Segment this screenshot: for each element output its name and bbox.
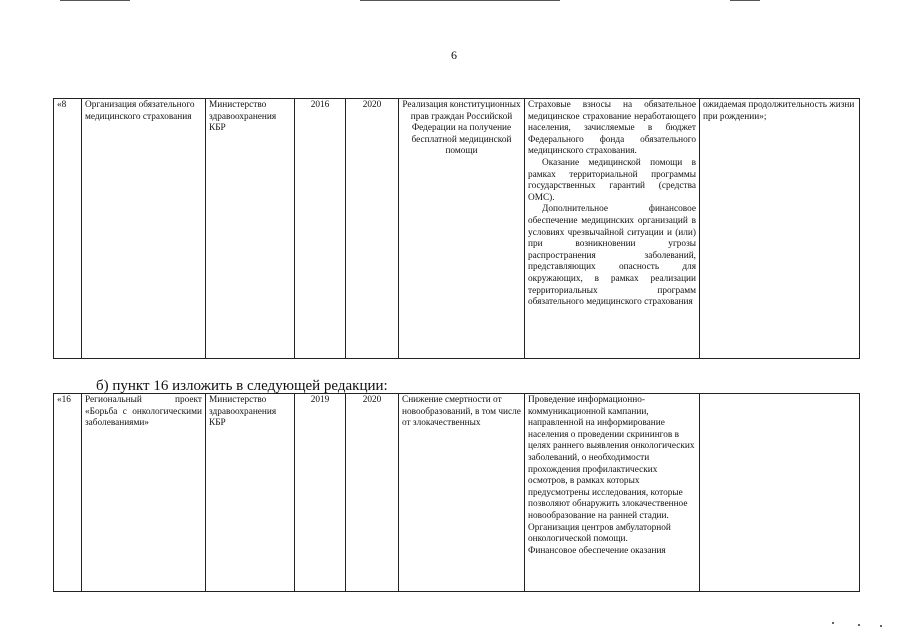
- scan-speck: [880, 625, 882, 627]
- start-year-cell: 2019: [295, 394, 346, 592]
- name-cell: Организация обязательного медицинского страхования: [82, 99, 206, 359]
- section-heading: б) пункт 16 изложить в следующей редакции:: [96, 378, 388, 394]
- measure-paragraph: Страховые взносы на обязательное медицинское страхование неработающего населения, зачисляемые в бюджет Федерального фонда обязательного медицинского страхования.: [528, 100, 696, 157]
- top-edge-line: [360, 0, 560, 1]
- measure-paragraph: Дополнительное финансовое обеспечение медицинских организаций в условиях чрезвычайной ситуации и (или) при возникновении угрозы распространения заболеваний, представляющих опасность для окружающих, в рамках реализации территориальных программ обязательного медицинского страхования: [528, 204, 696, 308]
- goal-cell: Реализация конституционных прав граждан Российской Федерации на получение бесплатной медицинской помощи: [399, 99, 525, 359]
- table-row-16: [53, 393, 860, 592]
- measure-paragraph: Оказание медицинской помощи в рамках территориальной программы государственных гарантий (средства ОМС).: [528, 157, 696, 203]
- row-number-cell: «8: [54, 99, 82, 359]
- end-year-cell: 2020: [346, 99, 399, 359]
- start-year-cell: 2016: [295, 99, 346, 359]
- measures-cell: [525, 394, 700, 592]
- measure-paragraph: Финансовое обеспечение оказания: [528, 545, 666, 556]
- top-edge-line: [730, 0, 760, 1]
- end-year-cell: 2020: [346, 394, 399, 592]
- executor-cell: Министерство здравоохранения КБР: [206, 394, 295, 592]
- result-cell: ожидаемая продолжительность жизни при рождении»;: [700, 99, 860, 359]
- page-number: 6: [451, 48, 457, 62]
- measure-paragraph: Проведение информационно-коммуникационной кампании, направленной на информирование населения о проведении скринингов в целях раннего выявления онкологических заболеваний, о необходимости прохождения профилактических осмотров, в рамках которых предусмотрены исследования, которые позволяют обнаружить злокачественное новообразование на ранней стадии.: [528, 395, 695, 521]
- executor-cell: Министерство здравоохранения КБР: [206, 99, 295, 359]
- name-cell: Региональный проект «Борьба с онкологическими заболеваниями»: [82, 394, 206, 592]
- scan-speck: [832, 622, 834, 624]
- row-number-cell: «16: [54, 394, 82, 592]
- goal-cell: Снижение смертности от новообразований, в том числе от злокачественных: [399, 394, 525, 592]
- scan-speck: [858, 624, 860, 626]
- table-row: [54, 99, 860, 359]
- result-cell: [700, 394, 860, 592]
- table-row: [54, 394, 860, 592]
- measures-cell: [525, 99, 700, 359]
- measure-paragraph: Организация центров амбулаторной онкологической помощи.: [528, 522, 671, 545]
- top-edge-line: [60, 0, 130, 1]
- table-row-8: [53, 98, 860, 359]
